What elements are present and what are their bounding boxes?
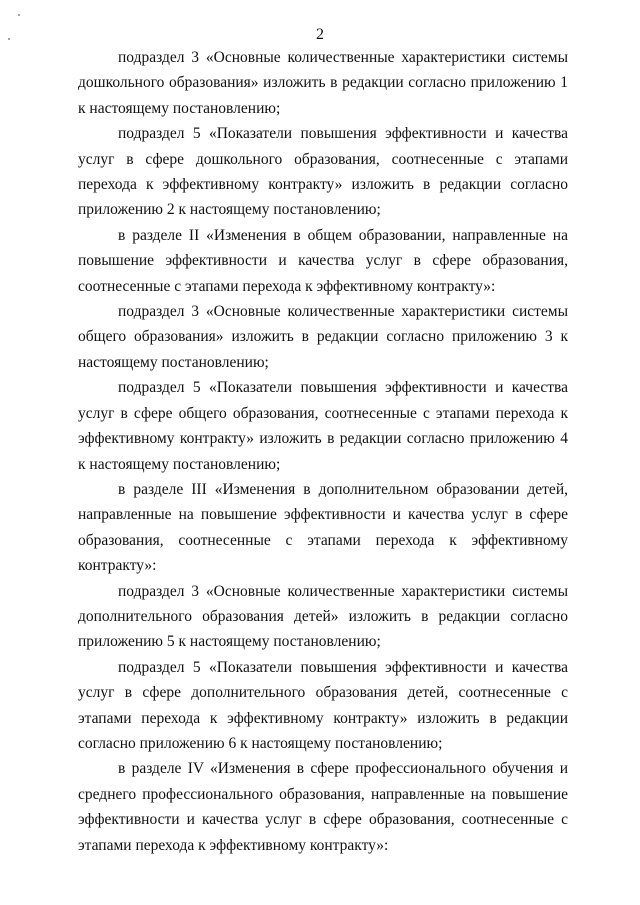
paragraph: в разделе IV «Изменения в сфере профессионального обучения и среднего профессионального образования, направленные на повышение эффективности и качества услуг в сфере образования, соотнесенные с этапами перехода к эффективному контракту»: [78,760,568,854]
paragraph: подраздел 5 «Показатели повышения эффективности и качества услуг в сфере общего образования, соотнесенные с этапами перехода к эффективному контракту» изложить в редакции согласно приложению 4 к настоящему постановлению; [78,379,568,473]
paragraph: в разделе III «Изменения в дополнительном образовании детей, направленные на повышение эффективности и качества услуг в сфере образования, соотнесенные с этапами перехода к эффективному контракту»: [78,480,568,575]
scan-speck-mark [18,14,20,16]
paragraph: подраздел 5 «Показатели повышения эффективности и качества услуг в сфере дополнительного образования детей, соотнесенные с этапами перехода к эффективному контракту» изложить в редакции согласно приложению 6 к настоящему постановлению; [78,658,568,752]
paragraph: подраздел 5 «Показатели повышения эффективности и качества услуг в сфере дошкольного образования, соотнесенные с этапами перехода к эффективному контракту» изложить в редакции согласно приложению 2 к настоящему постановлению; [78,125,568,219]
page-number: 2 [316,26,324,43]
paragraph: подраздел 3 «Основные количественные характеристики системы общего образования» изложить в редакции согласно приложению 3 к настоящему постановлению; [78,303,568,371]
paragraph: подраздел 3 «Основные количественные характеристики системы дополнительного образования детей» изложить в редакции согласно приложению 5 к настоящему постановлению; [78,582,568,651]
paragraph: подраздел 3 «Основные количественные характеристики системы дошкольного образования» изложить в редакции согласно приложению 1 к настоящему постановлению; [78,49,568,117]
document-body [78,45,568,858]
paragraph: в разделе II «Изменения в общем образовании, направленные на повышение эффективности и качества услуг в сфере образования, соотнесенные с этапами перехода к эффективному контракту»: [78,226,568,295]
